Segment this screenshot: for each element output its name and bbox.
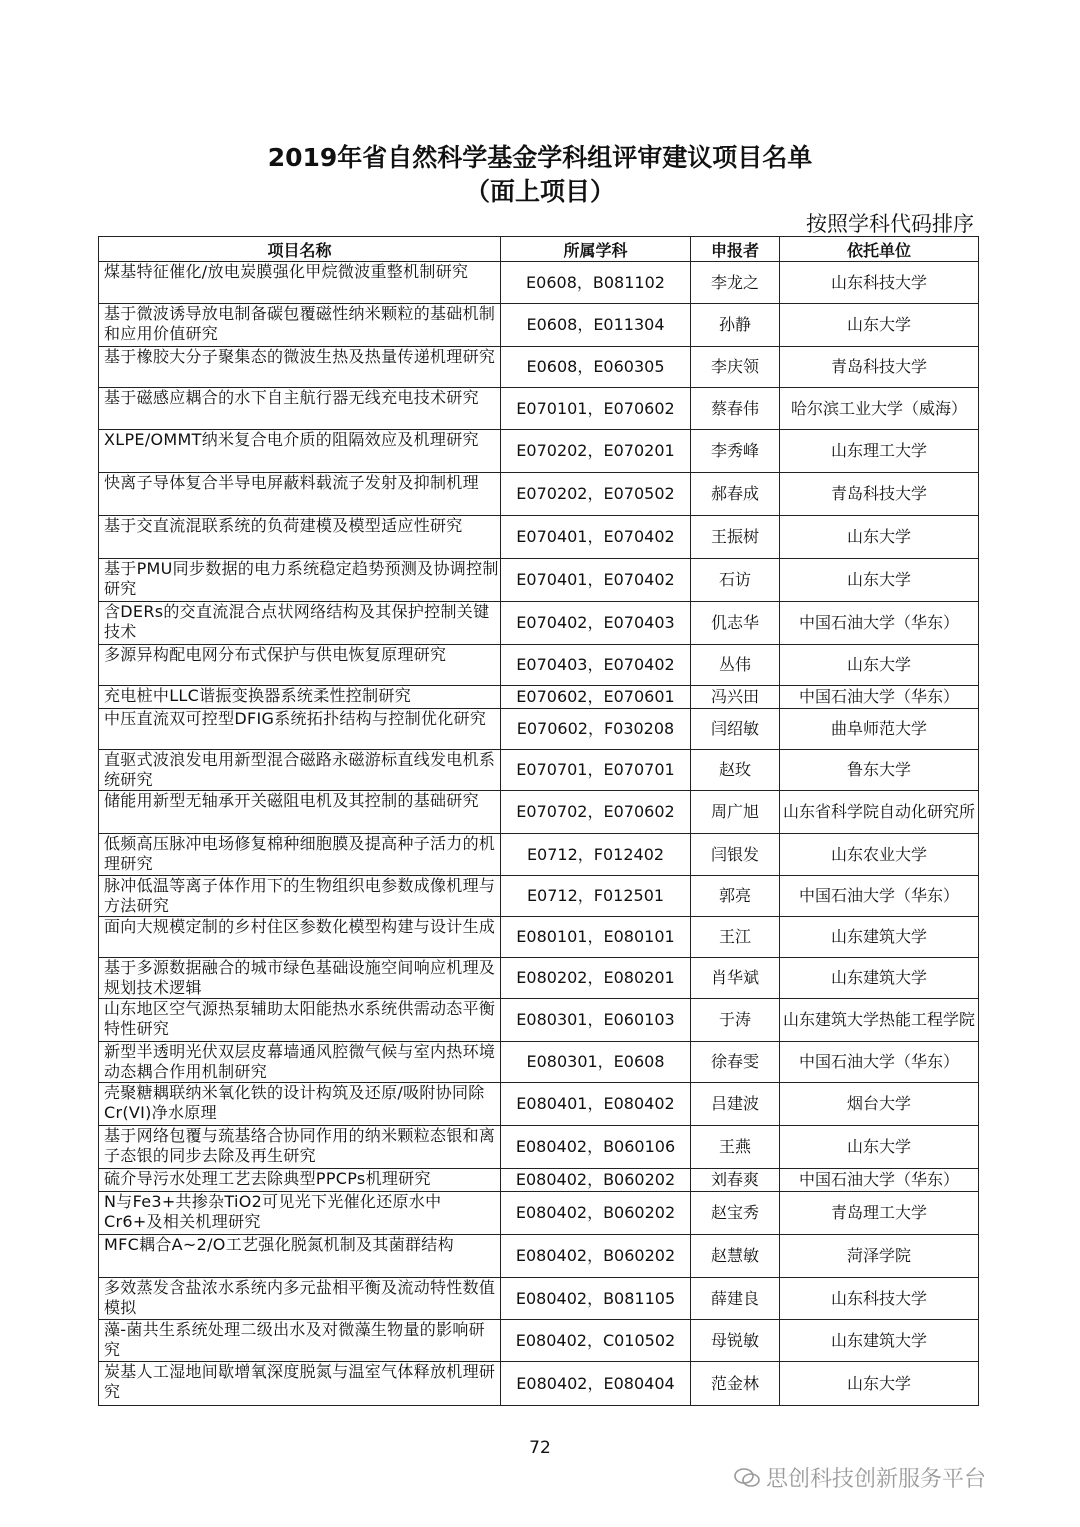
table-row bbox=[99, 516, 979, 559]
applicant-cell: 李庆领 bbox=[691, 347, 780, 388]
applicant-cell: 徐春雯 bbox=[691, 1042, 780, 1083]
project-name-cell: 新型半透明光伏双层皮幕墙通风腔微气候与室内热环境动态耦合作用机制研究 bbox=[99, 1042, 501, 1083]
unit-cell: 山东科技大学 bbox=[780, 1278, 979, 1320]
applicant-cell: 冯兴田 bbox=[691, 686, 780, 709]
subject-code-cell: E070101，E070602 bbox=[501, 388, 691, 430]
project-name-cell: 藻-菌共生系统处理二级出水及对微藻生物量的影响研究 bbox=[99, 1320, 501, 1362]
subject-code-cell: E080402，B060106 bbox=[501, 1126, 691, 1169]
subject-code-cell: E0608，E011304 bbox=[501, 304, 691, 347]
table-row bbox=[99, 1169, 979, 1192]
subject-code-cell: E070202，E070502 bbox=[501, 473, 691, 516]
project-name-cell: 山东地区空气源热泵辅助太阳能热水系统供需动态平衡特性研究 bbox=[99, 999, 501, 1042]
unit-cell: 山东大学 bbox=[780, 559, 979, 602]
table-row bbox=[99, 602, 979, 645]
subject-code-cell: E080202，E080201 bbox=[501, 958, 691, 999]
subject-code-cell: E070701，E070701 bbox=[501, 750, 691, 791]
unit-cell: 山东农业大学 bbox=[780, 834, 979, 876]
subject-code-cell: E070602，E070601 bbox=[501, 686, 691, 709]
unit-cell: 山东建筑大学 bbox=[780, 1320, 979, 1362]
unit-cell: 曲阜师范大学 bbox=[780, 709, 979, 750]
applicant-cell: 赵宝秀 bbox=[691, 1192, 780, 1235]
project-name-cell: 壳聚糖耦联纳米氧化铁的设计构筑及还原/吸附协同除Cr(VI)净水原理 bbox=[99, 1083, 501, 1126]
subject-code-cell: E0712，F012402 bbox=[501, 834, 691, 876]
unit-cell: 中国石油大学（华东） bbox=[780, 686, 979, 709]
unit-cell: 山东大学 bbox=[780, 1362, 979, 1406]
project-name-cell: 硫介导污水处理工艺去除典型PPCPs机理研究 bbox=[99, 1169, 501, 1192]
project-name-cell: 基于网络包覆与巯基络合协同作用的纳米颗粒态银和离子态银的同步去除及再生研究 bbox=[99, 1126, 501, 1169]
applicant-cell: 周广旭 bbox=[691, 791, 780, 834]
table-row bbox=[99, 1362, 979, 1406]
subject-code-cell: E070202，E070201 bbox=[501, 430, 691, 473]
applicant-cell: 郭亮 bbox=[691, 876, 780, 917]
subject-code-cell: E080402，E080404 bbox=[501, 1362, 691, 1406]
table-row bbox=[99, 645, 979, 686]
applicant-cell: 闫银发 bbox=[691, 834, 780, 876]
subject-code-cell: E0712，F012501 bbox=[501, 876, 691, 917]
table-row bbox=[99, 1083, 979, 1126]
subject-code-cell: E080402，B081105 bbox=[501, 1278, 691, 1320]
applicant-cell: 王燕 bbox=[691, 1126, 780, 1169]
table-row bbox=[99, 1235, 979, 1278]
project-name-cell: 基于交直流混联系统的负荷建模及模型适应性研究 bbox=[99, 516, 501, 559]
applicant-cell: 丛伟 bbox=[691, 645, 780, 686]
page-title: 2019年省自然科学基金学科组评审建议项目名单 bbox=[267, 143, 813, 172]
subject-code-cell: E0608，B081102 bbox=[501, 262, 691, 304]
sort-note: 按照学科代码排序 bbox=[806, 212, 974, 236]
project-name-cell: 中压直流双可控型DFIG系统拓扑结构与控制优化研究 bbox=[99, 709, 501, 750]
table-row bbox=[99, 304, 979, 347]
table-row bbox=[99, 388, 979, 430]
applicant-cell: 于涛 bbox=[691, 999, 780, 1042]
project-name-cell: 煤基特征催化/放电炭膜强化甲烷微波重整机制研究 bbox=[99, 262, 501, 304]
applicant-cell: 闫绍敏 bbox=[691, 709, 780, 750]
applicant-cell: 王振树 bbox=[691, 516, 780, 559]
subject-code-cell: E070401，E070402 bbox=[501, 516, 691, 559]
applicant-cell: 蔡春伟 bbox=[691, 388, 780, 430]
applicant-cell: 李龙之 bbox=[691, 262, 780, 304]
table-row bbox=[99, 1278, 979, 1320]
applicant-cell: 母锐敏 bbox=[691, 1320, 780, 1362]
table-row bbox=[99, 1126, 979, 1169]
unit-cell: 鲁东大学 bbox=[780, 750, 979, 791]
project-name-cell: 快离子导体复合半导电屏蔽料载流子发射及抑制机理 bbox=[99, 473, 501, 516]
subject-code-cell: E080402，B060202 bbox=[501, 1169, 691, 1192]
unit-cell: 山东科技大学 bbox=[780, 262, 979, 304]
unit-cell: 中国石油大学（华东） bbox=[780, 1169, 979, 1192]
project-name-cell: 基于微波诱导放电制备碳包覆磁性纳米颗粒的基础机制和应用价值研究 bbox=[99, 304, 501, 347]
column-header-project-name: 项目名称 bbox=[99, 237, 501, 262]
subject-code-cell: E080402，B060202 bbox=[501, 1235, 691, 1278]
subject-code-cell: E080101，E080101 bbox=[501, 917, 691, 958]
project-name-cell: 多源异构配电网分布式保护与供电恢复原理研究 bbox=[99, 645, 501, 686]
subject-code-cell: E080401，E080402 bbox=[501, 1083, 691, 1126]
applicant-cell: 薛建良 bbox=[691, 1278, 780, 1320]
table-row bbox=[99, 1042, 979, 1083]
applicant-cell: 赵玫 bbox=[691, 750, 780, 791]
applicant-cell: 赵慧敏 bbox=[691, 1235, 780, 1278]
applicant-cell: 刘春爽 bbox=[691, 1169, 780, 1192]
table-row bbox=[99, 791, 979, 834]
table-row bbox=[99, 917, 979, 958]
subject-code-cell: E070401，E070402 bbox=[501, 559, 691, 602]
table-row bbox=[99, 709, 979, 750]
project-name-cell: 基于多源数据融合的城市绿色基础设施空间响应机理及规划技术逻辑 bbox=[99, 958, 501, 999]
column-header-subject: 所属学科 bbox=[501, 237, 691, 262]
project-table bbox=[98, 236, 979, 1406]
project-name-cell: 直驱式波浪发电用新型混合磁路永磁游标直线发电机系统研究 bbox=[99, 750, 501, 791]
subject-code-cell: E070602，F030208 bbox=[501, 709, 691, 750]
table-row bbox=[99, 834, 979, 876]
project-name-cell: 储能用新型无轴承开关磁阻电机及其控制的基础研究 bbox=[99, 791, 501, 834]
applicant-cell: 李秀峰 bbox=[691, 430, 780, 473]
unit-cell: 山东大学 bbox=[780, 645, 979, 686]
unit-cell: 山东省科学院自动化研究所 bbox=[780, 791, 979, 834]
unit-cell: 山东大学 bbox=[780, 304, 979, 347]
subject-code-cell: E070402，E070403 bbox=[501, 602, 691, 645]
page-number: 72 bbox=[529, 1438, 551, 1458]
applicant-cell: 肖华斌 bbox=[691, 958, 780, 999]
project-name-cell: XLPE/OMMT纳米复合电介质的阻隔效应及机理研究 bbox=[99, 430, 501, 473]
project-name-cell: 基于PMU同步数据的电力系统稳定趋势预测及协调控制研究 bbox=[99, 559, 501, 602]
unit-cell: 中国石油大学（华东） bbox=[780, 602, 979, 645]
unit-cell: 山东建筑大学 bbox=[780, 958, 979, 999]
subject-code-cell: E080402，C010502 bbox=[501, 1320, 691, 1362]
project-name-cell: 脉冲低温等离子体作用下的生物组织电参数成像机理与方法研究 bbox=[99, 876, 501, 917]
table-row bbox=[99, 559, 979, 602]
table-row bbox=[99, 876, 979, 917]
watermark bbox=[734, 1462, 986, 1493]
unit-cell: 青岛科技大学 bbox=[780, 347, 979, 388]
table-row bbox=[99, 686, 979, 709]
table-row bbox=[99, 1320, 979, 1362]
project-name-cell: 基于磁感应耦合的水下自主航行器无线充电技术研究 bbox=[99, 388, 501, 430]
applicant-cell: 石访 bbox=[691, 559, 780, 602]
subject-code-cell: E0608，E060305 bbox=[501, 347, 691, 388]
project-name-cell: 含DERs的交直流混合点状网络结构及其保护控制关键技术 bbox=[99, 602, 501, 645]
table-row bbox=[99, 750, 979, 791]
unit-cell: 烟台大学 bbox=[780, 1083, 979, 1126]
column-header-unit: 依托单位 bbox=[780, 237, 979, 262]
subject-code-cell: E070702，E070602 bbox=[501, 791, 691, 834]
watermark-text: 思创科技创新服务平台 bbox=[766, 1467, 987, 1492]
unit-cell: 山东建筑大学 bbox=[780, 917, 979, 958]
unit-cell: 山东大学 bbox=[780, 516, 979, 559]
subject-code-cell: E080301，E060103 bbox=[501, 999, 691, 1042]
table-row bbox=[99, 473, 979, 516]
project-name-cell: 面向大规模定制的乡村住区参数化模型构建与设计生成 bbox=[99, 917, 501, 958]
applicant-cell: 王江 bbox=[691, 917, 780, 958]
project-name-cell: 基于橡胶大分子聚集态的微波生热及热量传递机理研究 bbox=[99, 347, 501, 388]
table-row bbox=[99, 958, 979, 999]
column-header-applicant: 申报者 bbox=[691, 237, 780, 262]
wechat-icon bbox=[734, 1468, 760, 1488]
project-name-cell: N与Fe3+共掺杂TiO2可见光下光催化还原水中Cr6+及相关机理研究 bbox=[99, 1192, 501, 1235]
table-row bbox=[99, 999, 979, 1042]
table-row bbox=[99, 347, 979, 388]
table-row bbox=[99, 430, 979, 473]
unit-cell: 山东建筑大学热能工程学院 bbox=[780, 999, 979, 1042]
unit-cell: 中国石油大学（华东） bbox=[780, 1042, 979, 1083]
applicant-cell: 郝春成 bbox=[691, 473, 780, 516]
subject-code-cell: E080402，B060202 bbox=[501, 1192, 691, 1235]
project-name-cell: MFC耦合A~2/O工艺强化脱氮机制及其菌群结构 bbox=[99, 1235, 501, 1278]
project-name-cell: 充电桩中LLC谐振变换器系统柔性控制研究 bbox=[99, 686, 501, 709]
subject-code-cell: E080301，E0608 bbox=[501, 1042, 691, 1083]
unit-cell: 青岛科技大学 bbox=[780, 473, 979, 516]
project-name-cell: 多效蒸发含盐浓水系统内多元盐相平衡及流动特性数值模拟 bbox=[99, 1278, 501, 1320]
applicant-cell: 仉志华 bbox=[691, 602, 780, 645]
table-row bbox=[99, 262, 979, 304]
unit-cell: 山东理工大学 bbox=[780, 430, 979, 473]
subject-code-cell: E070403，E070402 bbox=[501, 645, 691, 686]
unit-cell: 青岛理工大学 bbox=[780, 1192, 979, 1235]
applicant-cell: 孙静 bbox=[691, 304, 780, 347]
project-name-cell: 炭基人工湿地间歇增氧深度脱氮与温室气体释放机理研究 bbox=[99, 1362, 501, 1406]
page-subtitle: （面上项目） bbox=[464, 177, 615, 206]
applicant-cell: 吕建波 bbox=[691, 1083, 780, 1126]
unit-cell: 中国石油大学（华东） bbox=[780, 876, 979, 917]
unit-cell: 菏泽学院 bbox=[780, 1235, 979, 1278]
unit-cell: 山东大学 bbox=[780, 1126, 979, 1169]
applicant-cell: 范金林 bbox=[691, 1362, 780, 1406]
table-row bbox=[99, 1192, 979, 1235]
project-name-cell: 低频高压脉冲电场修复棉种细胞膜及提高种子活力的机理研究 bbox=[99, 834, 501, 876]
unit-cell: 哈尔滨工业大学（威海） bbox=[780, 388, 979, 430]
table-header-row bbox=[99, 237, 979, 262]
